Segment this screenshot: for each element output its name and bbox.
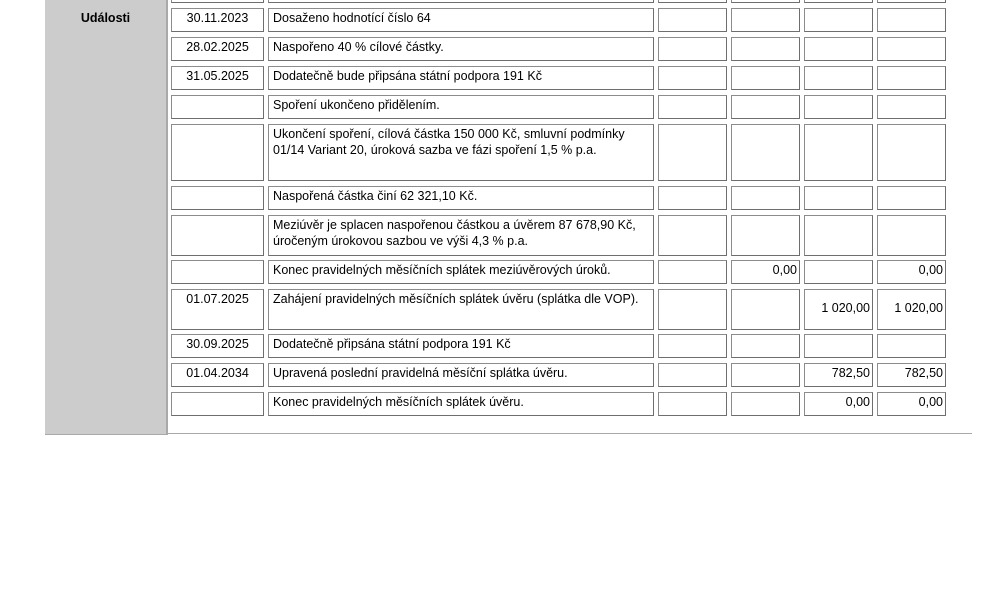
previous-row-cell bbox=[658, 0, 727, 3]
previous-row-text-cell bbox=[268, 0, 654, 3]
event-value-cell bbox=[877, 215, 946, 256]
event-value-cell bbox=[731, 124, 800, 181]
event-value-cell bbox=[731, 95, 800, 119]
event-description-cell: Upravená poslední pravidelná měsíční splátka úvěru. bbox=[268, 363, 654, 387]
event-description-cell: Dosaženo hodnotící číslo 64 bbox=[268, 8, 654, 32]
event-value-cell bbox=[658, 8, 727, 32]
content-bottom-rule bbox=[166, 433, 972, 434]
event-date-cell bbox=[171, 392, 264, 416]
previous-row-date-cell bbox=[171, 0, 264, 3]
events-label-column bbox=[45, 0, 168, 435]
event-value-cell bbox=[731, 334, 800, 358]
event-description-cell: Dodatečně připsána státní podpora 191 Kč bbox=[268, 334, 654, 358]
event-value-cell bbox=[731, 37, 800, 61]
event-value-cell bbox=[658, 124, 727, 181]
event-value-cell bbox=[804, 8, 873, 32]
event-description-cell: Zahájení pravidelných měsíčních splátek úvěru (splátka dle VOP). bbox=[268, 289, 654, 330]
event-value-cell bbox=[658, 66, 727, 90]
event-value-cell: 782,50 bbox=[877, 363, 946, 387]
event-description-cell: Naspořeno 40 % cílové částky. bbox=[268, 37, 654, 61]
event-description-cell: Meziúvěr je splacen naspořenou částkou a úvěrem 87 678,90 Kč, úročeným úrokovou sazbou ve výši 4,3 % p.a. bbox=[268, 215, 654, 256]
event-value-cell bbox=[804, 215, 873, 256]
event-value-cell bbox=[804, 334, 873, 358]
event-description-cell: Dodatečně bude připsána státní podpora 191 Kč bbox=[268, 66, 654, 90]
event-date-cell: 28.02.2025 bbox=[171, 37, 264, 61]
event-date-cell: 01.07.2025 bbox=[171, 289, 264, 330]
event-value-cell bbox=[731, 363, 800, 387]
event-value-cell bbox=[731, 66, 800, 90]
event-value-cell bbox=[877, 37, 946, 61]
event-value-cell: 0,00 bbox=[877, 260, 946, 284]
event-value-cell bbox=[658, 37, 727, 61]
event-value-cell bbox=[804, 66, 873, 90]
event-value-cell bbox=[877, 186, 946, 210]
event-value-cell bbox=[731, 186, 800, 210]
event-value-cell bbox=[731, 289, 800, 330]
event-value-cell bbox=[658, 215, 727, 256]
event-value-cell: 782,50 bbox=[804, 363, 873, 387]
event-value-cell bbox=[804, 260, 873, 284]
events-section-title: Události bbox=[80, 11, 131, 25]
event-value-cell bbox=[877, 334, 946, 358]
event-value-cell bbox=[804, 124, 873, 181]
event-value-cell bbox=[658, 95, 727, 119]
event-date-cell bbox=[171, 215, 264, 256]
event-value-cell bbox=[877, 95, 946, 119]
event-value-cell bbox=[877, 8, 946, 32]
event-value-cell: 0,00 bbox=[731, 260, 800, 284]
event-date-cell: 31.05.2025 bbox=[171, 66, 264, 90]
event-date-cell bbox=[171, 186, 264, 210]
event-value-cell bbox=[658, 260, 727, 284]
event-date-cell: 30.11.2023 bbox=[171, 8, 264, 32]
event-value-cell bbox=[731, 392, 800, 416]
event-date-cell bbox=[171, 260, 264, 284]
event-date-cell: 30.09.2025 bbox=[171, 334, 264, 358]
event-value-cell bbox=[877, 124, 946, 181]
event-value-cell bbox=[658, 363, 727, 387]
event-value-cell bbox=[658, 334, 727, 358]
event-description-cell: Spoření ukončeno přidělením. bbox=[268, 95, 654, 119]
previous-row-cell bbox=[804, 0, 873, 3]
event-description-cell: Ukončení spoření, cílová částka 150 000 Kč, smluvní podmínky 01/14 Variant 20, úroková sazba ve fázi spoření 1,5 % p.a. bbox=[268, 124, 654, 181]
previous-row-cell bbox=[877, 0, 946, 3]
event-value-cell bbox=[877, 66, 946, 90]
event-description-cell: Naspořená částka činí 62 321,10 Kč. bbox=[268, 186, 654, 210]
event-value-cell bbox=[731, 215, 800, 256]
event-value-cell: 0,00 bbox=[877, 392, 946, 416]
event-value-cell bbox=[804, 95, 873, 119]
event-value-cell: 0,00 bbox=[804, 392, 873, 416]
event-date-cell: 01.04.2034 bbox=[171, 363, 264, 387]
event-date-cell bbox=[171, 124, 264, 181]
event-value-cell bbox=[658, 392, 727, 416]
event-value-cell: 1 020,00 bbox=[877, 289, 946, 330]
event-value-cell bbox=[731, 8, 800, 32]
event-value-cell bbox=[658, 186, 727, 210]
event-description-cell: Konec pravidelných měsíčních splátek úvěru. bbox=[268, 392, 654, 416]
event-value-cell bbox=[804, 37, 873, 61]
event-date-cell bbox=[171, 95, 264, 119]
event-value-cell bbox=[658, 289, 727, 330]
event-value-cell: 1 020,00 bbox=[804, 289, 873, 330]
event-value-cell bbox=[804, 186, 873, 210]
event-description-cell: Konec pravidelných měsíčních splátek meziúvěrových úroků. bbox=[268, 260, 654, 284]
previous-row-cell bbox=[731, 0, 800, 3]
